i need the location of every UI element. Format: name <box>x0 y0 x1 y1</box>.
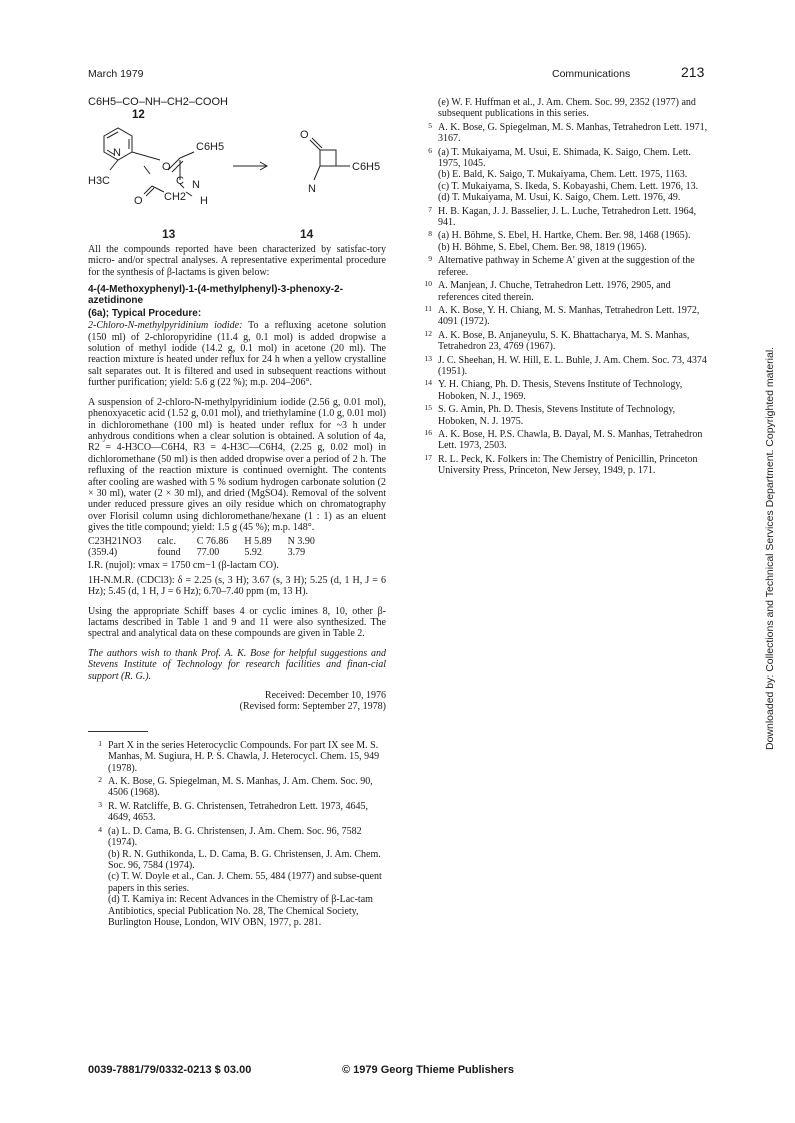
atom-h3c: H3C <box>88 174 111 187</box>
procedure-lead: 2-Chloro-N-methylpyridinium iodide: <box>88 320 243 332</box>
reference-subitem: (c) T. Mukaiyama, S. Ikeda, S. Kobayashi, Chem. Lett. 1976, 13. <box>438 180 699 192</box>
ir-data: I.R. (nujol): νmax = 1750 cm−1 (β-lactam CO). <box>88 560 279 572</box>
references-right <box>418 122 708 477</box>
atom-ch2: CH2 <box>164 190 187 203</box>
reference-item <box>418 122 708 145</box>
synthesis-paragraph: Using the appropriate Schiff bases 4 or cyclic imines 8, 10, other β-lactams described in Table 1 and 9 and 11 were also synthesized. The spectral and analytical data on these compounds are given in Table 2. <box>88 605 386 640</box>
reference-item <box>418 404 708 427</box>
compound-12-label: 12 <box>132 109 145 122</box>
references-left <box>88 740 386 929</box>
reference-text: A. K. Bose, G. Spiegelman, M. S. Manhas, Tetrahedron Lett. 1971, 3167. <box>438 121 708 145</box>
elemental-analysis <box>88 536 331 559</box>
atom-c6h5-14: C6H5 <box>352 160 381 173</box>
reference-text: S. G. Amin, Ph. D. Thesis, Stevens Institute of Technology, Hoboken, N. J. 1975. <box>438 404 676 427</box>
scheme-drawing <box>88 126 386 244</box>
reference-item <box>418 305 708 328</box>
reference-number: 5 <box>428 120 432 130</box>
reference-continuation <box>418 97 708 120</box>
analysis-found-label: found <box>157 546 181 558</box>
atom-o-14: O <box>300 128 309 141</box>
analysis-calc-n: N 3.90 <box>287 535 315 547</box>
reference-number: 9 <box>428 254 432 264</box>
reference-item <box>418 379 708 402</box>
reference-item <box>88 740 386 774</box>
analysis-calc-c: C 76.86 <box>196 535 229 547</box>
footnote-rule <box>88 731 148 732</box>
footer-copyright: © 1979 Georg Thieme Publishers <box>342 1064 514 1076</box>
atom-o-bottom: O <box>134 194 143 207</box>
nmr-data: 1H-N.M.R. (CDCl3): δ = 2.25 (s, 3 H); 3.67 (s, 3 H); 5.25 (d, 1 H, J = 6 Hz); 5.45 (d, 1 H, J = 6 Hz); 6.70–7.40 ppm (m, 13 H). <box>88 574 386 598</box>
atom-h-13: H <box>200 194 208 207</box>
reference-number: 2 <box>98 775 102 785</box>
acknowledgement: The authors wish to thank Prof. A. K. Bose for helpful suggestions and Stevens Institute of Technology for research facilities and finan-cial support (R. G.). <box>88 647 386 682</box>
reference-item <box>418 454 708 477</box>
compound-13-label: 13 <box>162 226 176 241</box>
reference-item <box>88 801 386 824</box>
reference-number: 4 <box>98 824 102 834</box>
reference-number: 13 <box>424 353 432 363</box>
reference-text: (a) H. Böhme, S. Ebel, H. Hartke, Chem. Ber. 98, 1468 (1965). <box>438 230 691 242</box>
reference-item <box>418 206 708 229</box>
reference-text: A. K. Bose, Y. H. Chiang, M. S. Manhas, Tetrahedron Lett. 1972, 4091 (1972). <box>438 304 700 328</box>
reference-subitem: (c) T. W. Doyle et al., Can. J. Chem. 55, 484 (1977) and subse-quent papers in this series. <box>108 871 382 894</box>
right-column <box>418 97 708 479</box>
reference-number: 10 <box>424 279 432 289</box>
reference-number: 8 <box>428 229 432 239</box>
left-column <box>88 97 386 930</box>
reference-item <box>418 255 708 278</box>
analysis-calc-h: H 5.89 <box>244 535 272 547</box>
compound-14-label: 14 <box>300 226 314 241</box>
reference-subitem: (d) T. Mukaiyama, M. Usui, K. Saigo, Chem. Lett. 1976, 49. <box>438 192 681 204</box>
header-journal: Communications <box>552 68 631 80</box>
reference-number: 15 <box>424 403 432 413</box>
reference-number: 16 <box>424 427 432 437</box>
procedure-title-line1: 4-(4-Methoxyphenyl)-1-(4-methylphenyl)-3-phenoxy-2-azetidinone <box>88 284 344 307</box>
procedure-body: To a refluxing acetone solution (150 ml) of 2-chloropyridine (11.4 g, 0.1 mol) is added dropwise a solution of methyl iodide (14.2 g, 0.1 mol) in acetone (20 ml). The reaction mixture is heated under reflux for 24 h when a yellow crystalline salt separates out. It is filtered and used in subsequent reactions without further purification; yield: 5.6 g (22 %); m.p. 204–206°. <box>88 320 386 389</box>
reference-item <box>88 826 386 929</box>
reference-text: A. K. Bose, G. Spiegelman, M. S. Manhas, J. Am. Chem. Soc. 90, 4506 (1968). <box>108 776 373 799</box>
reference-subitem: (b) E. Bald, K. Saigo, T. Mukaiyama, Chem. Lett. 1975, 1163. <box>438 169 688 181</box>
analysis-formula: C23H21NO3 <box>88 535 142 547</box>
header-date: March 1979 <box>88 68 144 80</box>
reference-text: A. K. Bose, B. Anjaneyulu, S. K. Bhattacharya, M. S. Manhas, Tetrahedron 23, 4769 (1967). <box>438 329 690 353</box>
reference-number: 11 <box>424 303 432 313</box>
reference-item <box>88 776 386 799</box>
reference-text: A. K. Bose, H. P.S. Chawla, B. Dayal, M. S. Manhas, Tetrahedron Lett. 1973, 2503. <box>438 428 703 452</box>
intro-paragraph: All the compounds reported have been characterized by satisfac-tory micro- and/or spectral analyses. A representative experimental procedure for the synthesis of β-lactams is given below: <box>88 243 386 278</box>
reference-number: 1 <box>98 738 102 748</box>
reference-subitem: (b) H. Böhme, S. Ebel, Chem. Ber. 98, 1819 (1965). <box>438 241 647 253</box>
analysis-found-h: 5.92 <box>244 546 262 558</box>
reference-subitem: (b) R. N. Guthikonda, L. D. Cama, B. G. Christensen, J. Am. Chem. Soc. 96, 7584 (1974). <box>108 848 381 871</box>
atom-n-plus: N <box>113 146 121 159</box>
reference-text: Part X in the series Heterocyclic Compounds. For part IX see M. S. Manhas, M. Sugiura, H. P. S. Chawla, J. Heterocycl. Chem. 15, 949 (1978). <box>108 739 380 774</box>
reference-text: J. C. Sheehan, H. W. Hill, E. L. Buhle, J. Am. Chem. Soc. 73, 4374 (1951). <box>438 354 707 377</box>
compound-12-formula: C6H5–CO–NH–CH2–COOH <box>88 96 228 108</box>
reference-number: 6 <box>428 145 432 155</box>
procedure-title-line2: (6a); Typical Procedure: <box>88 307 202 319</box>
reference-item <box>418 147 708 204</box>
reference-item <box>418 330 708 353</box>
reaction-scheme <box>88 126 386 244</box>
reference-number: 12 <box>424 328 432 338</box>
analysis-found-c: 77.00 <box>196 546 220 558</box>
reference-item <box>418 280 708 303</box>
reference-number: 17 <box>424 452 432 462</box>
reference-text: (a) L. D. Cama, B. G. Christensen, J. Am. Chem. Soc. 96, 7582 (1974). <box>108 825 362 849</box>
reference-item <box>418 230 708 253</box>
revised-date: (Revised form: September 27, 1978) <box>239 701 386 713</box>
received-date: Received: December 10, 1976 <box>264 690 386 702</box>
procedure-paragraph-1 <box>88 320 386 388</box>
reference-text: Y. H. Chiang, Ph. D. Thesis, Stevens Institute of Technology, Hoboken, N. J., 1969. <box>438 379 683 402</box>
page-number: 213 <box>681 64 705 80</box>
reference-text: Alternative pathway in Scheme A' given at the suggestion of the referee. <box>438 255 695 278</box>
reference-text: H. B. Kagan, J. J. Basselier, J. L. Luche, Tetrahedron Lett. 1964, 941. <box>438 205 697 229</box>
analysis-mw: (359.4) <box>88 546 118 558</box>
reference-continuation-text: (e) W. F. Huffman et al., J. Am. Chem. Soc. 99, 2352 (1977) and subsequent publications in this series. <box>438 97 696 120</box>
reference-text: (a) T. Mukaiyama, M. Usui, E. Shimada, K. Saigo, Chem. Lett. 1975, 1045. <box>438 146 691 170</box>
analysis-calc-label: calc. <box>157 535 176 547</box>
analysis-found-n: 3.79 <box>287 546 306 558</box>
reference-subitem: (d) T. Kamiya in: Recent Advances in the Chemistry of β-Lac-tam Antibiotics, special Publication No. 28, The Chemical Society, Burlington House, London, WIV OBN, 1977, p. 281. <box>108 894 373 928</box>
side-watermark <box>764 270 782 750</box>
reference-text: R. L. Peck, K. Folkers in: The Chemistry of Penicillin, Princeton University Press, Princeton, New Jersey, 1949, p. 171. <box>438 453 698 477</box>
footer-issn: 0039-7881/79/0332-0213 $ 03.00 <box>88 1064 252 1076</box>
reference-number: 7 <box>428 204 432 214</box>
procedure-paragraph-2: A suspension of 2-chloro-N-methylpyridinium iodide (2.56 g, 0.01 mol), phenoxyacetic acid (1.52 g, 0.01 mol), and triethylamine (1.0 g, 0.01 mol) in dichloromethane (100 ml) is heated under reflux for ~3 h under anhydrous conditions when a clear solution is obtained. A solution of 4a, R2 = 4-H3CO—C6H4, R3 = 4-H3C—C6H4, (2.25 g, 0.02 mol) in dichloromethane (50 ml) is then added dropwise over a period of 2 h. The refluxing of the reaction mixture is continued overnight. The contents after cooling are washed with 5 % sodium hydrogen carbonate solution (2 × 30 ml), water (2 × 30 ml), and dried (MgSO4). Removal of the solvent under reduced pressure gives an oily residue which on chromatography over Florisil column using dichloromethane/hexane (1 : 1) as an eluent gives the title compound; yield: 1.5 g (45 %); m.p. 148°. <box>88 396 386 534</box>
reference-text: A. Manjean, J. Chuche, Tetrahedron Lett. 1976, 2905, and references cited therein. <box>438 280 671 303</box>
atom-n-14: N <box>308 182 316 195</box>
side-watermark-text: Downloaded by: Collections and Technical Services Department. Copyrighted material. <box>764 346 776 750</box>
reference-text: R. W. Ratcliffe, B. G. Christensen, Tetrahedron Lett. 1973, 4645, 4649, 4653. <box>108 800 369 824</box>
atom-c6h5-13: C6H5 <box>196 140 225 153</box>
atom-n-13: N <box>192 178 200 191</box>
reference-number: 3 <box>98 799 102 809</box>
reference-number: 14 <box>424 378 432 388</box>
atom-o-top: O <box>162 160 171 173</box>
reference-item <box>418 429 708 452</box>
reference-item <box>418 355 708 378</box>
atom-c-center: C <box>176 174 184 187</box>
